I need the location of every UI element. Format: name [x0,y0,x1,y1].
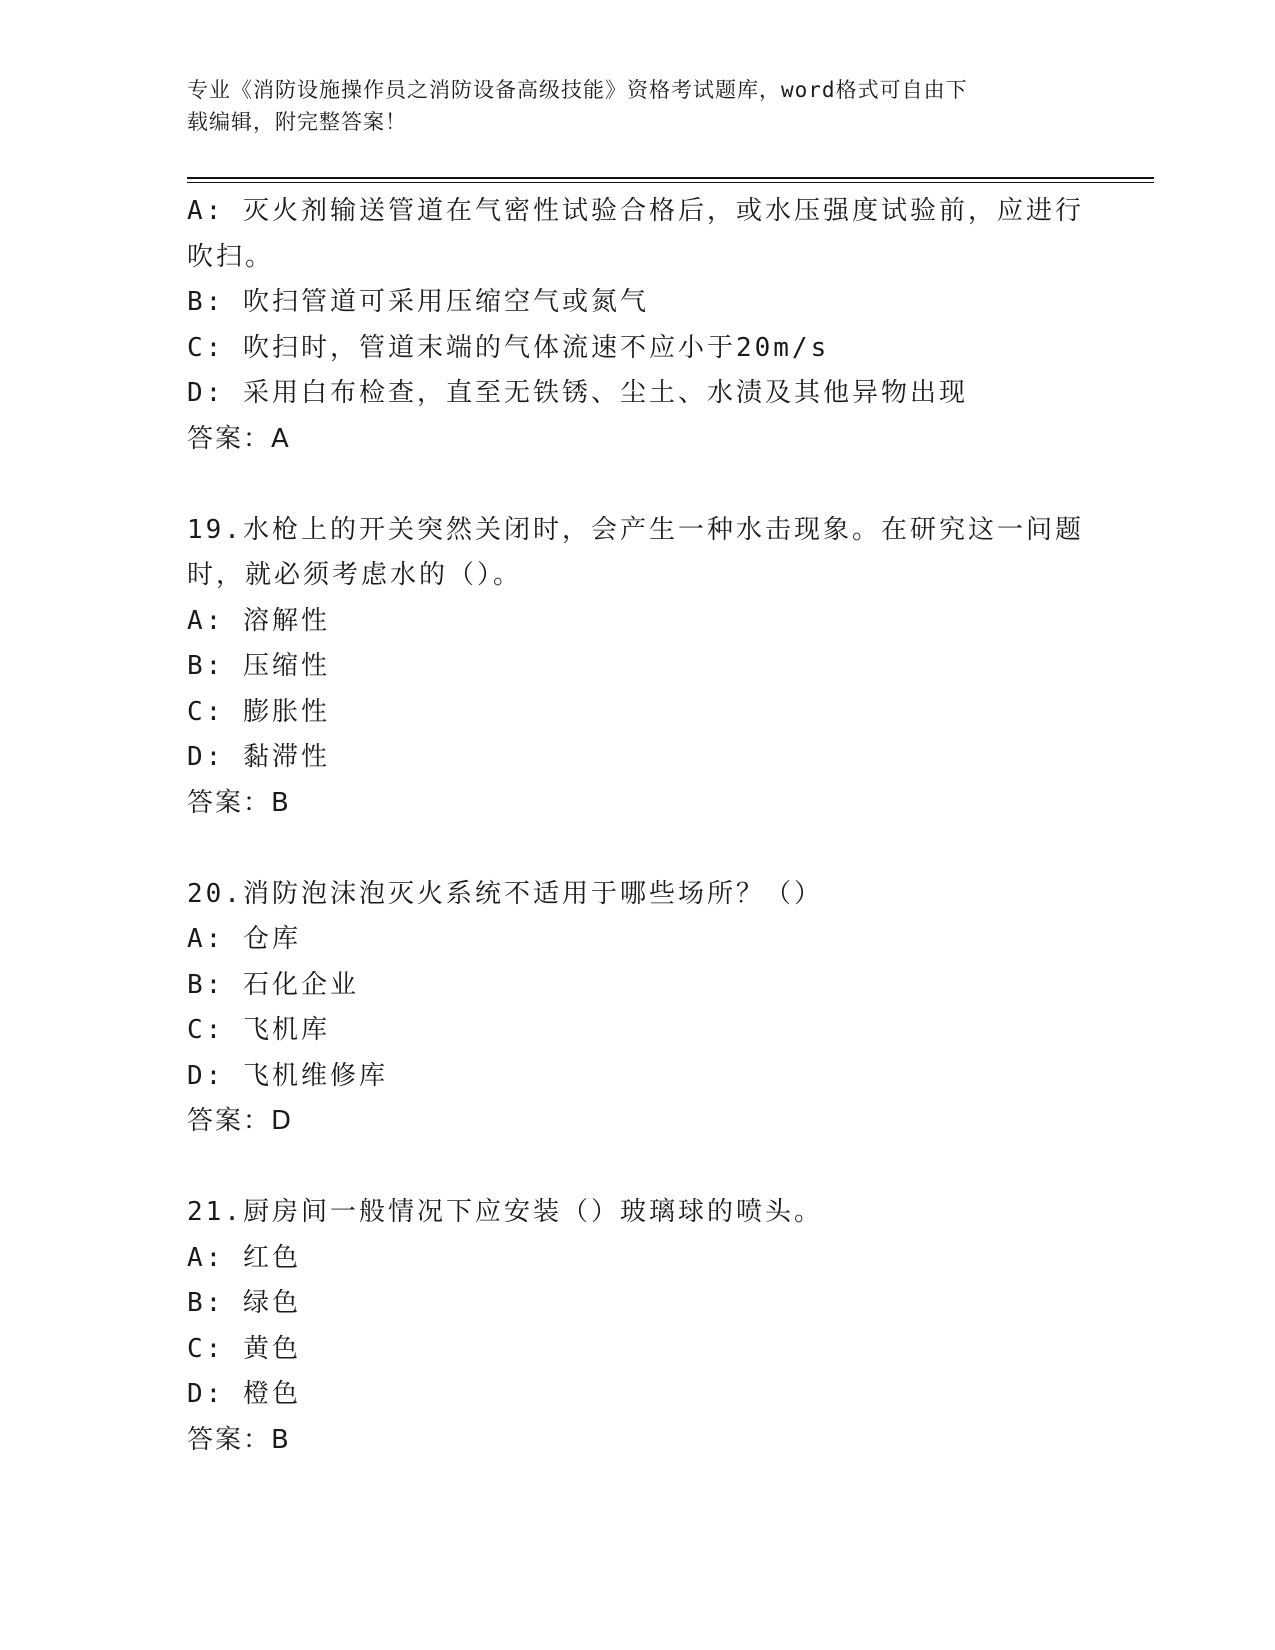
spacer [187,1145,1087,1191]
header-line-1: 专业《消防设施操作员之消防设备高级技能》资格考试题库，word格式可自由下 [187,78,968,102]
option-c: C: 吹扫时，管道末端的气体流速不应小于20m/s [187,332,830,363]
option-c: C: 膨胀性 [187,696,330,727]
answer-label: 答案：A [187,423,291,454]
answer-label: 答案：D [187,1106,294,1136]
option-b: B: 吹扫管道可采用压缩空气或氮气 [187,287,649,317]
option-c: C: 飞机库 [187,1015,330,1045]
header-divider-thick [187,177,1154,179]
header-divider-thin [187,182,1154,183]
option-b: B: 绿色 [187,1288,301,1318]
option-d: D: 采用白布检查，直至无铁锈、尘土、水渍及其他异物出现 [187,378,968,408]
question-list [187,189,1087,1463]
option-d: D: 飞机维修库 [187,1060,388,1091]
option-d: D: 橙色 [187,1379,301,1409]
question-21-block [187,1190,1087,1463]
option-a: A: 溶解性 [187,605,330,636]
option-b: B: 石化企业 [187,969,359,1000]
option-a: A: 仓库 [187,924,301,954]
question-20-block [187,872,1087,1145]
spacer [187,826,1087,872]
question-stem: 21.厨房间一般情况下应安装（）玻璃球的喷头。 [187,1197,823,1227]
header-line-2: 载编辑，附完整答案！ [187,110,407,134]
option-b: B: 压缩性 [187,651,330,681]
question-stem: 19.水枪上的开关突然关闭时，会产生一种水击现象。在研究这一问题 [187,514,1084,545]
option-a: A: 灭火剂输送管道在气密性试验合格后，或水压强度试验前，应进行 [187,196,1084,226]
option-a-continued: 吹扫。 [187,241,275,272]
answer-label: 答案：B [187,787,291,818]
answer-label: 答案：B [187,1424,291,1455]
option-a: A: 红色 [187,1242,301,1273]
question-stem-continued: 时，就必须考虑水的（）。 [187,560,523,590]
option-d: D: 黏滞性 [187,742,330,772]
prev-question-block [187,189,1087,462]
option-c: C: 黄色 [187,1333,301,1364]
document-header [187,74,1067,138]
spacer [187,462,1087,508]
question-stem: 20.消防泡沫泡灭火系统不适用于哪些场所？（） [187,878,823,909]
question-19-block [187,508,1087,827]
